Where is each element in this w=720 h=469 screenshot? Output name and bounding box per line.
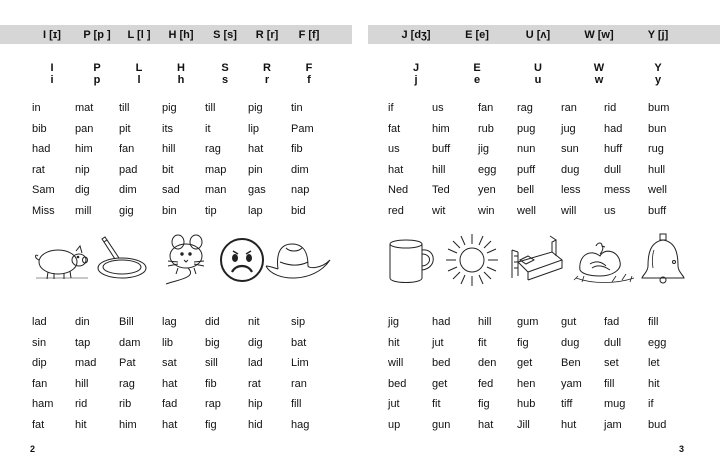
word-cell: bed xyxy=(388,377,407,390)
word-cell: hid xyxy=(248,418,263,431)
word-cell: dig xyxy=(75,184,90,196)
word-cell: dim xyxy=(291,163,309,176)
word-cell: fad xyxy=(604,316,620,328)
mug-icon xyxy=(386,238,440,286)
word-cell: ham xyxy=(32,398,54,410)
word-cell: huff xyxy=(604,143,623,155)
word-cell: Lim xyxy=(291,357,309,369)
word-cell: fit xyxy=(478,336,487,349)
uppercase-letter: W xyxy=(593,62,605,74)
word-cell: bat xyxy=(291,336,307,349)
word-cell: rid xyxy=(604,102,617,114)
word-cell: den xyxy=(478,357,497,369)
uppercase-letter: I xyxy=(50,62,54,74)
word-cell: Pat xyxy=(119,357,136,369)
word-cell: hub xyxy=(517,398,536,410)
word-cell: lad xyxy=(32,316,47,328)
lowercase-letter: e xyxy=(473,74,481,86)
word-cell: had xyxy=(432,316,451,328)
word-cell: pin xyxy=(248,163,263,176)
word-cell: bin xyxy=(162,204,177,217)
sound-header: E [e] xyxy=(465,29,489,41)
word-cell: map xyxy=(205,163,227,176)
word-cell: if xyxy=(648,398,654,410)
word-cell: dull xyxy=(604,336,622,349)
word-cell: jam xyxy=(604,418,622,431)
lowercase-letter: f xyxy=(307,74,311,86)
word-cell: us xyxy=(388,143,400,155)
word-cell: less xyxy=(561,184,581,196)
word-cell: fed xyxy=(478,377,494,390)
sound-header: U [ʌ] xyxy=(525,29,551,41)
word-cell: Ben xyxy=(561,357,581,369)
word-cell: fig xyxy=(478,398,490,410)
word-cell: if xyxy=(388,102,394,114)
word-cell: hat xyxy=(248,143,264,155)
word-cell: hill xyxy=(75,377,89,390)
sound-header: F [f] xyxy=(298,29,320,41)
word-cell: lib xyxy=(162,336,174,349)
word-cell: rib xyxy=(119,398,132,410)
word-cell: had xyxy=(32,143,51,155)
word-cell: fan xyxy=(478,102,494,114)
word-cell: dug xyxy=(561,336,580,349)
word-cell: ran xyxy=(291,377,307,390)
word-cell: lip xyxy=(248,122,260,135)
word-cell: will xyxy=(388,357,404,369)
word-cell: fat xyxy=(32,418,45,431)
bed-icon xyxy=(506,232,568,284)
word-cell: bib xyxy=(32,122,47,135)
word-cell: hen xyxy=(517,377,536,390)
word-cell: set xyxy=(604,357,619,369)
word-cell: pig xyxy=(248,102,263,114)
word-cell: tap xyxy=(75,336,91,349)
word-cell: Pam xyxy=(291,122,314,135)
word-cell: fill xyxy=(648,316,659,328)
sound-header: J [dʒ] xyxy=(401,29,431,41)
word-cell: Ted xyxy=(432,184,450,196)
uppercase-letter: F xyxy=(305,62,313,74)
lowercase-letter: j xyxy=(414,74,418,86)
word-cell: dig xyxy=(248,336,263,349)
uppercase-letter: S xyxy=(221,62,229,74)
bell-icon xyxy=(638,232,688,288)
word-cell: lad xyxy=(248,357,263,369)
word-cell: sip xyxy=(291,316,306,328)
word-cell: mad xyxy=(75,357,97,369)
sad-face-icon xyxy=(218,236,266,284)
word-cell: hat xyxy=(388,163,404,176)
word-cell: nit xyxy=(248,316,260,328)
word-cell: jug xyxy=(561,122,576,135)
word-cell: Jill xyxy=(517,418,530,431)
word-cell: Miss xyxy=(32,204,55,217)
word-cell: nap xyxy=(291,184,310,196)
word-cell: till xyxy=(205,102,216,114)
word-cell: gas xyxy=(248,184,266,196)
word-cell: hill xyxy=(432,163,446,176)
word-cell: gum xyxy=(517,316,539,328)
sound-header: L [l ] xyxy=(127,29,151,41)
word-cell: rub xyxy=(478,122,494,135)
uppercase-letter: H xyxy=(177,62,185,74)
word-cell: sill xyxy=(205,357,218,369)
word-cell: lap xyxy=(248,204,263,217)
word-cell: buff xyxy=(432,143,451,155)
word-cell: Ned xyxy=(388,184,409,196)
lowercase-letter: h xyxy=(177,74,185,86)
word-cell: hat xyxy=(162,377,178,390)
word-cell: yam xyxy=(561,377,582,390)
sun-icon xyxy=(444,232,500,288)
pig-icon xyxy=(32,238,90,282)
word-cell: him xyxy=(119,418,137,431)
word-cell: dull xyxy=(604,163,622,176)
right-page xyxy=(368,0,720,469)
lowercase-letter: l xyxy=(137,74,141,86)
word-cell: red xyxy=(388,204,404,217)
word-cell: well xyxy=(648,184,667,196)
word-cell: dam xyxy=(119,336,141,349)
word-cell: egg xyxy=(648,336,667,349)
lowercase-letter: i xyxy=(50,74,54,86)
left-page xyxy=(0,0,352,469)
sound-header: H [h] xyxy=(168,29,194,41)
word-cell: wit xyxy=(432,204,446,217)
hen-icon xyxy=(572,236,636,284)
word-cell: us xyxy=(432,102,444,114)
word-cell: fan xyxy=(32,377,48,390)
word-cell: mess xyxy=(604,184,631,196)
word-cell: pug xyxy=(517,122,536,135)
word-cell: pad xyxy=(119,163,138,176)
word-cell: pig xyxy=(162,102,177,114)
word-cell: let xyxy=(648,357,660,369)
hat-icon xyxy=(264,236,334,286)
word-cell: jut xyxy=(432,336,444,349)
word-cell: fill xyxy=(291,398,302,410)
word-cell: had xyxy=(604,122,623,135)
word-cell: dim xyxy=(119,184,137,196)
word-cell: rap xyxy=(205,398,221,410)
sound-header: S [s] xyxy=(213,29,237,41)
uppercase-letter: P xyxy=(93,62,101,74)
word-cell: din xyxy=(75,316,90,328)
uppercase-letter: R xyxy=(263,62,271,74)
sound-header: W [w] xyxy=(584,29,614,41)
word-cell: man xyxy=(205,184,227,196)
word-cell: fill xyxy=(604,377,615,390)
lowercase-letter: w xyxy=(594,74,604,86)
lowercase-letter: r xyxy=(264,74,270,86)
word-cell: Bill xyxy=(119,316,134,328)
word-cell: jut xyxy=(388,398,400,410)
word-cell: hit xyxy=(388,336,400,349)
page-number: 3 xyxy=(679,444,685,454)
word-cell: lag xyxy=(162,316,177,328)
sound-header: I [ɪ] xyxy=(43,29,61,41)
word-cell: get xyxy=(517,357,533,369)
word-cell: sun xyxy=(561,143,579,155)
uppercase-letter: J xyxy=(412,62,420,74)
word-cell: bell xyxy=(517,184,535,196)
word-cell: gig xyxy=(119,204,134,217)
word-cell: hit xyxy=(75,418,87,431)
word-cell: mat xyxy=(75,102,94,114)
word-cell: hat xyxy=(162,418,178,431)
word-cell: buff xyxy=(648,204,667,217)
word-cell: puff xyxy=(517,163,536,176)
rat-icon xyxy=(158,232,214,286)
word-cell: its xyxy=(162,122,173,135)
word-cell: fat xyxy=(388,122,401,135)
word-cell: did xyxy=(205,316,220,328)
frying-pan-icon xyxy=(94,236,152,284)
word-cell: gut xyxy=(561,316,577,328)
word-cell: mug xyxy=(604,398,626,410)
word-cell: hill xyxy=(478,316,492,328)
word-cell: bed xyxy=(432,357,451,369)
word-cell: in xyxy=(32,102,41,114)
word-cell: tin xyxy=(291,102,303,114)
word-cell: rug xyxy=(648,143,664,155)
word-cell: fad xyxy=(162,398,178,410)
word-cell: big xyxy=(205,336,220,349)
word-cell: till xyxy=(119,102,130,114)
word-cell: fib xyxy=(205,377,217,390)
word-cell: him xyxy=(75,143,93,155)
word-cell: him xyxy=(432,122,450,135)
word-cell: bud xyxy=(648,418,667,431)
word-cell: fit xyxy=(432,398,441,410)
word-cell: rid xyxy=(75,398,88,410)
word-cell: get xyxy=(432,377,448,390)
word-cell: bum xyxy=(648,102,670,114)
word-cell: egg xyxy=(478,163,497,176)
word-cell: fig xyxy=(205,418,217,431)
word-cell: tiff xyxy=(561,398,573,410)
lowercase-letter: u xyxy=(534,74,542,86)
word-cell: sat xyxy=(162,357,177,369)
word-cell: hut xyxy=(561,418,577,431)
word-cell: us xyxy=(604,204,616,217)
word-cell: sad xyxy=(162,184,180,196)
word-cell: rag xyxy=(205,143,221,155)
word-cell: hill xyxy=(162,143,176,155)
word-cell: up xyxy=(388,418,401,431)
uppercase-letter: Y xyxy=(654,62,662,74)
word-cell: hat xyxy=(478,418,494,431)
word-cell: tip xyxy=(205,204,217,217)
word-cell: yen xyxy=(478,184,496,196)
uppercase-letter: L xyxy=(135,62,143,74)
word-cell: nun xyxy=(517,143,536,155)
word-cell: hip xyxy=(248,398,263,410)
word-cell: win xyxy=(478,204,495,217)
word-cell: rat xyxy=(248,377,261,390)
word-cell: well xyxy=(517,204,536,217)
word-cell: ran xyxy=(561,102,577,114)
word-cell: nip xyxy=(75,163,90,176)
word-cell: rat xyxy=(32,163,45,176)
sound-header: P [p ] xyxy=(83,29,111,41)
lowercase-letter: y xyxy=(654,74,662,86)
uppercase-letter: U xyxy=(534,62,542,74)
word-cell: bit xyxy=(162,163,174,176)
sound-header: R [r] xyxy=(255,29,279,41)
word-cell: jig xyxy=(478,143,490,155)
word-cell: rag xyxy=(119,377,135,390)
word-cell: jig xyxy=(388,316,400,328)
word-cell: dip xyxy=(32,357,47,369)
word-cell: bun xyxy=(648,122,667,135)
word-cell: it xyxy=(205,122,211,135)
word-cell: pit xyxy=(119,122,131,135)
word-cell: mill xyxy=(75,204,92,217)
word-cell: hull xyxy=(648,163,666,176)
word-cell: hit xyxy=(648,377,660,390)
lowercase-letter: s xyxy=(221,74,229,86)
page-number: 2 xyxy=(30,444,36,454)
word-cell: will xyxy=(561,204,577,217)
word-cell: fig xyxy=(517,336,529,349)
uppercase-letter: E xyxy=(473,62,481,74)
word-cell: rag xyxy=(517,102,533,114)
word-cell: hag xyxy=(291,418,310,431)
lowercase-letter: p xyxy=(93,74,101,86)
gutter xyxy=(352,0,368,469)
word-cell: sin xyxy=(32,336,47,349)
word-cell: fib xyxy=(291,143,303,155)
word-cell: dug xyxy=(561,163,580,176)
word-cell: pan xyxy=(75,122,94,135)
word-cell: bid xyxy=(291,204,306,217)
word-cell: gun xyxy=(432,418,451,431)
sound-header: Y [j] xyxy=(647,29,669,41)
word-cell: fan xyxy=(119,143,135,155)
word-cell: Sam xyxy=(32,184,55,196)
